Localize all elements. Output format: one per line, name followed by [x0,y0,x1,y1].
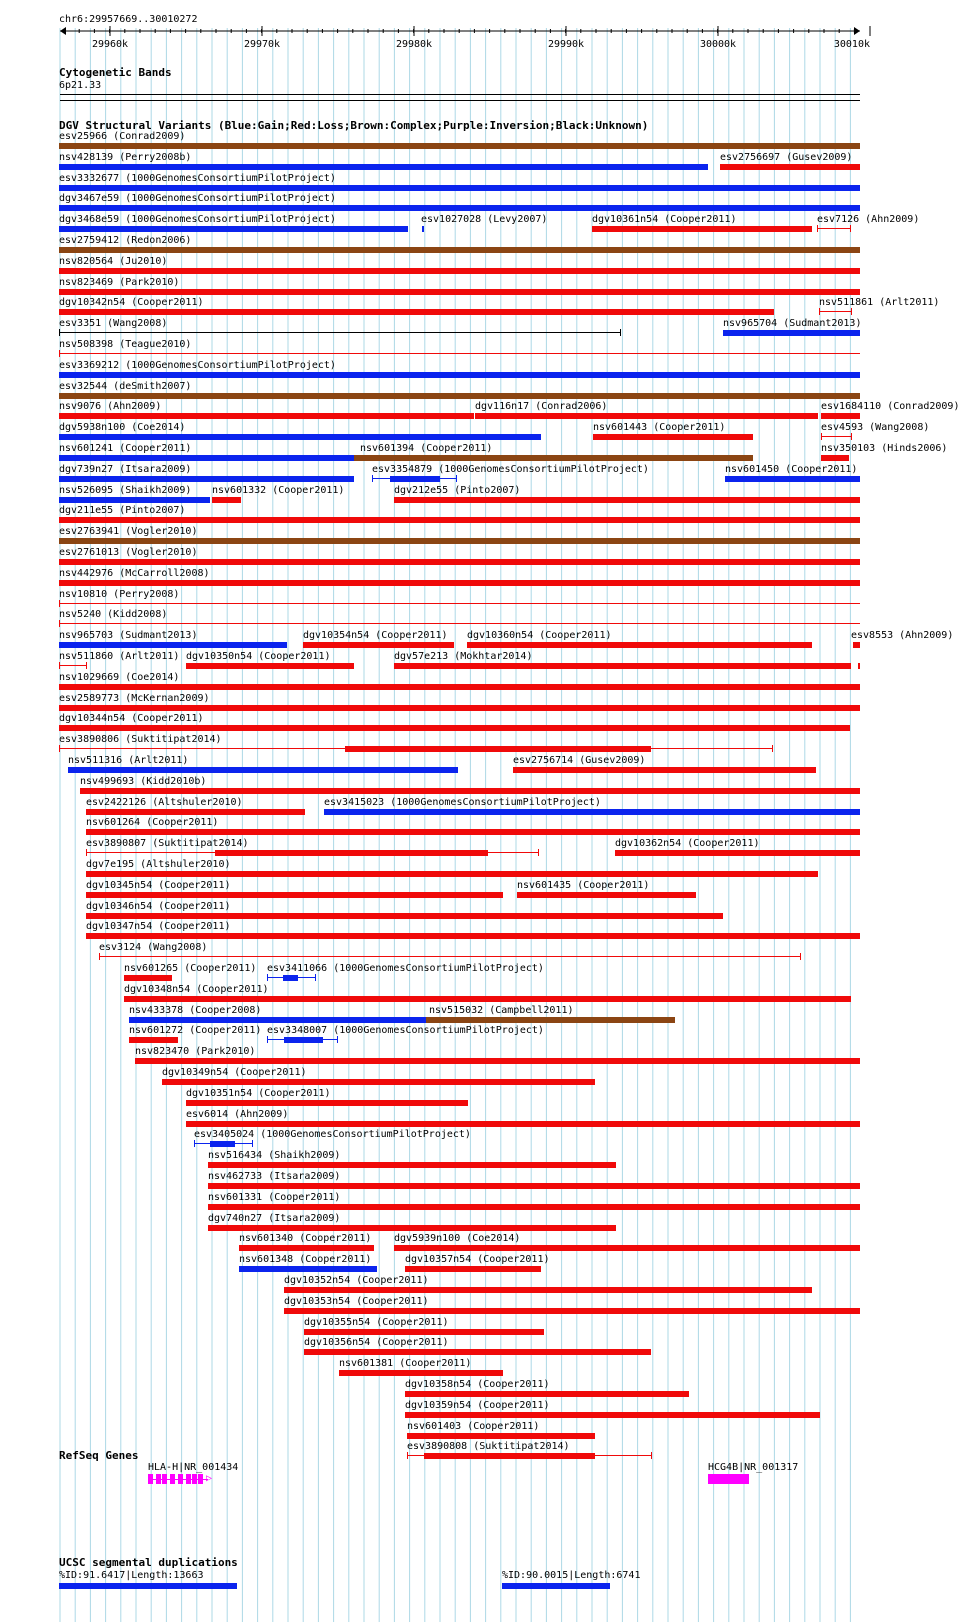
dgv-feature-bar[interactable] [59,665,86,666]
segdup-track-title: UCSC segmental duplications [59,1556,238,1569]
dgv-feature-label[interactable]: dgv739n27 (Itsara2009) [59,463,192,475]
dgv-feature-bar[interactable] [86,809,305,815]
dgv-feature-endcap [651,1452,652,1459]
dgv-feature-label[interactable]: esv7126 (Ahn2009) [817,214,920,226]
dgv-feature-label[interactable]: nsv823469 (Park2010) [59,276,180,288]
ruler-tick-label: 29960k [91,39,129,50]
dgv-feature-bar[interactable] [615,850,860,856]
dgv-feature-label[interactable]: dgv10351n54 (Cooper2011) [186,1087,331,1099]
dgv-feature-endcap [59,350,60,357]
dgv-feature-label[interactable]: nsv511860 (Arlt2011) [59,651,180,662]
dgv-feature-label[interactable]: nsv516434 (Shaikh2009) [208,1150,341,1162]
segdup-bar[interactable] [59,1583,237,1589]
dgv-feature-label[interactable]: esv3411066 (1000GenomesConsortiumPilotProject) [267,963,544,974]
dgv-feature-bar[interactable] [59,226,408,232]
dgv-feature-bar[interactable] [59,642,287,648]
dgv-feature-bar[interactable] [186,1121,860,1127]
dgv-feature-label[interactable]: dgv10342n54 (Cooper2011) [59,297,204,309]
dgv-feature-label[interactable]: dgv10353n54 (Cooper2011) [284,1295,429,1307]
dgv-feature-bar[interactable] [186,663,354,669]
dgv-feature-label[interactable]: dgv3467e59 (1000GenomesConsortiumPilotProject) [59,193,336,205]
dgv-feature-endcap [315,974,316,981]
dgv-feature-label[interactable]: esv2756714 (Gusev2009) [513,755,646,766]
dgv-feature-label[interactable]: dgv57e213 (Mokhtar2014) [394,651,533,662]
dgv-feature-bar[interactable] [162,1079,595,1085]
dgv-feature-label[interactable]: esv3348007 (1000GenomesConsortiumPilotProject) [267,1025,544,1037]
refseq-gene-exon[interactable] [186,1474,191,1484]
dgv-feature-label[interactable]: esv2756697 (Gusev2009) [720,151,853,163]
dgv-feature-label[interactable]: nsv1029669 (Coe2014) [59,671,180,683]
region-label: chr6:29957669..30010272 [59,14,198,25]
dgv-feature-bar[interactable] [394,1245,860,1251]
dgv-feature-label[interactable]: dgv10362n54 (Cooper2011) [615,838,760,850]
dgv-feature-label[interactable]: nsv511861 (Arlt2011) [819,297,940,309]
ruler-tick-label: 29970k [243,39,281,50]
dgv-feature-bar[interactable] [59,476,354,482]
dgv-feature-bar[interactable] [593,434,753,440]
dgv-feature-bar[interactable] [59,393,860,399]
dgv-feature-label[interactable]: nsv601332 (Cooper2011) [212,484,345,496]
segdup-bar[interactable] [502,1583,610,1589]
dgv-feature-endcap [817,225,818,232]
dgv-feature-label[interactable]: dgv10350n54 (Cooper2011) [186,651,331,662]
dgv-feature-label[interactable]: esv1027028 (Levy2007) [421,214,548,226]
dgv-feature-label[interactable]: dgv212e55 (Pinto2007) [394,484,521,496]
cytoband-label: 6p21.33 [59,80,102,91]
dgv-feature-label[interactable]: dgv10346n54 (Cooper2011) [86,900,231,912]
dgv-feature-bar[interactable] [59,538,860,544]
dgv-feature-bar[interactable] [59,309,774,315]
dgv-feature-label[interactable]: nsv601272 (Cooper2011) [129,1025,262,1037]
dgv-feature-label[interactable]: dgv10348n54 (Cooper2011) [124,983,269,995]
dgv-feature-bar[interactable] [59,164,708,170]
dgv-feature-endcap [59,745,60,752]
refseq-gene-exon[interactable] [192,1474,197,1484]
dgv-feature-bar[interactable] [394,663,851,669]
dgv-feature-core[interactable] [283,975,298,981]
dgv-feature-label[interactable]: dgv116n17 (Conrad2006) [475,401,608,413]
refseq-gene-block[interactable] [708,1474,749,1484]
dgv-feature-label[interactable]: nsv601443 (Cooper2011) [593,422,726,434]
dgv-feature-label[interactable]: dgv10357n54 (Cooper2011) [405,1254,550,1266]
dgv-feature-core[interactable] [424,1453,595,1459]
dgv-feature-bar[interactable] [80,788,860,794]
dgv-feature-bar[interactable] [354,455,753,461]
dgv-feature-label[interactable]: dgv5939n100 (Coe2014) [394,1233,521,1245]
dgv-feature-bar[interactable] [394,497,860,503]
dgv-feature-label[interactable]: esv3890807 (Suktitipat2014) [86,838,249,850]
refseq-gene-exon[interactable] [156,1474,161,1484]
refseq-gene-exon[interactable] [170,1474,175,1484]
dgv-feature-endcap [851,433,852,440]
dgv-feature-bar[interactable] [720,164,860,170]
dgv-feature-endcap [337,1036,338,1043]
dgv-feature-bar[interactable] [821,413,860,419]
refseq-gene-label[interactable]: HLA-H|NR_001434 [148,1462,239,1473]
dgv-feature-bar[interactable] [513,767,816,773]
refseq-gene-exon[interactable] [198,1474,203,1484]
dgv-feature-label[interactable]: nsv508398 (Teague2010) [59,339,192,350]
dgv-feature-endcap [819,308,820,315]
dgv-feature-label[interactable]: dgv10356n54 (Cooper2011) [304,1337,449,1349]
dgv-feature-bar[interactable] [592,226,812,232]
dgv-feature-bar[interactable] [59,185,860,191]
dgv-feature-bar[interactable] [819,311,851,312]
dgv-feature-endcap [59,662,60,669]
dgv-feature-bar[interactable] [59,725,850,731]
dgv-feature-endcap [267,1036,268,1043]
ruler-tick-label: 29990k [547,39,585,50]
dgv-feature-label[interactable]: nsv601340 (Cooper2011) [239,1233,372,1245]
dgv-feature-label[interactable]: nsv823470 (Park2010) [135,1046,256,1058]
dgv-feature-bar[interactable] [208,1225,616,1231]
dgv-feature-endcap [821,433,822,440]
dgv-feature-label[interactable]: nsv965703 (Sudmant2013) [59,630,198,642]
dgv-feature-bar[interactable] [59,623,860,624]
dgv-feature-label[interactable]: nsv515032 (Campbell2011) [429,1004,574,1016]
dgv-feature-label[interactable]: esv3332677 (1000GenomesConsortiumPilotProject) [59,172,336,184]
dgv-feature-label[interactable]: nsv601403 (Cooper2011) [407,1420,540,1432]
dgv-feature-bar[interactable] [59,517,860,523]
dgv-feature-bar[interactable] [853,642,860,648]
dgv-feature-label[interactable]: esv3354879 (1000GenomesConsortiumPilotProject) [372,463,649,475]
dgv-feature-bar[interactable] [59,580,860,586]
dgv-feature-label[interactable]: nsv499693 (Kidd2010b) [80,775,207,787]
dgv-feature-bar[interactable] [324,809,860,815]
dgv-feature-bar[interactable] [208,1204,860,1210]
dgv-feature-label[interactable]: esv32544 (deSmith2007) [59,380,192,392]
dgv-feature-endcap [800,953,801,960]
dgv-feature-label[interactable]: dgv7e195 (Altshuler2010) [86,859,231,870]
dgv-feature-bar[interactable] [284,1287,812,1293]
dgv-feature-label[interactable]: esv2759412 (Redon2006) [59,235,192,246]
dgv-feature-label[interactable]: esv2761013 (Vogler2010) [59,547,198,558]
dgv-feature-label[interactable]: esv25966 (Conrad2009) [59,131,186,142]
dgv-feature-bar[interactable] [124,975,172,981]
dgv-feature-endcap [620,329,621,336]
dgv-feature-endcap [772,745,773,752]
dgv-feature-label[interactable]: dgv740n27 (Itsara2009) [208,1212,341,1224]
dgv-feature-bar[interactable] [426,1017,675,1023]
dgv-feature-label[interactable]: dgv10355n54 (Cooper2011) [304,1316,449,1328]
dgv-feature-bar[interactable] [59,413,474,419]
dgv-feature-bar[interactable] [129,1017,426,1023]
dgv-feature-bar[interactable] [405,1391,689,1397]
dgv-feature-label[interactable]: dgv10345n54 (Cooper2011) [86,879,231,891]
dgv-feature-label[interactable]: esv3124 (Wang2008) [99,942,208,954]
dgv-feature-label[interactable]: dgv10354n54 (Cooper2011) [303,630,448,642]
dgv-feature-bar[interactable] [339,1370,503,1376]
dgv-feature-bar[interactable] [59,455,354,461]
dgv-feature-bar[interactable] [303,642,454,648]
dgv-feature-bar[interactable] [59,372,860,378]
dgv-feature-label[interactable]: esv6014 (Ahn2009) [186,1108,289,1120]
dgv-feature-endcap [252,1140,253,1147]
dgv-feature-label[interactable]: dgv10361n54 (Cooper2011) [592,214,737,226]
dgv-feature-bar[interactable] [407,1433,595,1439]
dgv-feature-bar[interactable] [59,143,860,149]
ruler-tick-label: 30000k [699,39,737,50]
dgv-feature-bar[interactable] [858,663,860,669]
dgv-feature-bar[interactable] [821,455,849,461]
dgv-feature-label[interactable]: esv3351 (Wang2008) [59,318,168,330]
dgv-feature-label[interactable]: esv3369212 (1000GenomesConsortiumPilotProject) [59,359,336,371]
dgv-feature-label[interactable]: esv3405024 (1000GenomesConsortiumPilotProject) [194,1129,471,1141]
dgv-feature-endcap [59,329,60,336]
dgv-feature-bar[interactable] [239,1266,377,1272]
dgv-feature-label[interactable]: dgv10347n54 (Cooper2011) [86,921,231,933]
dgv-feature-bar[interactable] [725,476,860,482]
dgv-feature-bar[interactable] [59,705,860,711]
dgv-feature-endcap [456,475,457,482]
dgv-feature-bar[interactable] [467,642,812,648]
segdup-label[interactable]: %ID:91.6417|Length:13663 [59,1570,204,1581]
dgv-feature-label[interactable]: dgv10352n54 (Cooper2011) [284,1275,429,1286]
dgv-feature-endcap [194,1140,195,1147]
dgv-feature-label[interactable]: nsv601265 (Cooper2011) [124,963,257,974]
dgv-feature-label[interactable]: esv3890806 (Suktitipat2014) [59,734,222,746]
dgv-feature-core[interactable] [210,1141,235,1147]
ruler-tick-label: 30010k [833,39,870,50]
dgv-feature-label[interactable]: nsv601331 (Cooper2011) [208,1191,341,1203]
refseq-gene-label[interactable]: HCG4B|NR_001317 [708,1462,799,1473]
dgv-feature-label[interactable]: dgv5938n100 (Coe2014) [59,422,186,434]
dgv-feature-bar[interactable] [86,913,723,919]
dgv-feature-label[interactable]: nsv9076 (Ahn2009) [59,401,162,413]
dgv-feature-endcap [851,308,852,315]
dgv-feature-label[interactable]: esv8553 (Ahn2009) [851,630,954,642]
dgv-feature-label[interactable]: nsv442976 (McCarroll2008) [59,567,210,579]
dgv-feature-label[interactable]: nsv428139 (Perry2008b) [59,151,192,163]
dgv-feature-bar[interactable] [59,353,860,354]
dgv-feature-endcap [538,849,539,856]
dgv-feature-bar[interactable] [212,497,241,503]
dgv-feature-bar[interactable] [284,1308,860,1314]
dgv-feature-label[interactable]: nsv601435 (Cooper2011) [517,879,650,891]
dgv-feature-label[interactable]: nsv601264 (Cooper2011) [86,817,219,829]
dgv-feature-label[interactable]: nsv5240 (Kidd2008) [59,609,168,621]
dgv-feature-bar[interactable] [86,871,818,877]
dgv-feature-label[interactable]: nsv601381 (Cooper2011) [339,1358,472,1370]
dgv-feature-label[interactable]: nsv10810 (Perry2008) [59,588,180,600]
segdup-label[interactable]: %ID:90.0015|Length:6741 [502,1570,641,1581]
dgv-feature-bar[interactable] [59,434,541,440]
dgv-feature-label[interactable]: esv3890808 (Suktitipat2014) [407,1441,570,1453]
dgv-feature-endcap [99,953,100,960]
dgv-feature-endcap [59,600,60,607]
dgv-feature-bar[interactable] [723,330,860,336]
dgv-feature-bar[interactable] [304,1329,544,1335]
dgv-feature-label[interactable]: nsv601241 (Cooper2011) [59,443,192,454]
dgv-feature-label[interactable]: esv2422126 (Altshuler2010) [86,796,243,808]
dgv-feature-label[interactable]: nsv526095 (Shaikh2009) [59,484,192,496]
dgv-feature-bar[interactable] [59,497,210,503]
dgv-feature-endcap [59,620,60,627]
dgv-feature-core[interactable] [345,746,651,752]
dgv-feature-label[interactable]: nsv462733 (Itsara2009) [208,1171,341,1182]
dgv-feature-label[interactable]: dgv10349n54 (Cooper2011) [162,1067,307,1078]
dgv-feature-label[interactable]: nsv350103 (Hinds2006) [821,443,948,454]
refseq-gene-exon[interactable] [178,1474,183,1484]
dgv-feature-label[interactable]: nsv601394 (Cooper2011) [360,443,493,454]
dgv-feature-bar[interactable] [68,767,458,773]
dgv-feature-bar[interactable] [475,413,818,419]
dgv-feature-endcap [850,225,851,232]
dgv-feature-bar[interactable] [405,1412,820,1418]
dgv-track-title: DGV Structural Variants (Blue:Gain;Red:Loss;Brown:Complex;Purple:Inversion;Black:Unknown) [59,119,649,132]
dgv-feature-bar[interactable] [124,996,851,1002]
dgv-feature-bar[interactable] [59,268,860,274]
dgv-feature-label[interactable]: dgv211e55 (Pinto2007) [59,505,186,517]
dgv-feature-label[interactable]: nsv601450 (Cooper2011) [725,463,858,475]
dgv-feature-endcap [372,475,373,482]
dgv-feature-label[interactable]: dgv10344n54 (Cooper2011) [59,713,204,725]
dgv-feature-bar[interactable] [405,1266,541,1272]
dgv-feature-label[interactable]: nsv511316 (Arlt2011) [68,755,189,766]
strand-arrow-icon: ▷ [206,1473,213,1484]
dgv-feature-bar[interactable] [239,1245,374,1251]
dgv-feature-endcap [86,662,87,669]
dgv-feature-bar[interactable] [86,892,503,898]
dgv-feature-bar[interactable] [422,226,424,232]
dgv-feature-bar[interactable] [86,829,860,835]
dgv-feature-bar[interactable] [59,603,860,604]
dgv-feature-label[interactable]: nsv601348 (Cooper2011) [239,1254,372,1266]
dgv-feature-bar[interactable] [517,892,696,898]
dgv-feature-bar[interactable] [59,684,860,690]
dgv-feature-bar[interactable] [208,1162,616,1168]
dgv-feature-bar[interactable] [86,933,860,939]
dgv-feature-label[interactable]: nsv965704 (Sudmant2013) [723,318,862,330]
dgv-feature-label[interactable]: esv2763941 (Vogler2010) [59,526,198,538]
dgv-feature-bar[interactable] [59,205,860,211]
dgv-feature-endcap [267,974,268,981]
dgv-feature-label[interactable]: nsv433378 (Cooper2008) [129,1004,262,1016]
dgv-feature-endcap [86,849,87,856]
dgv-feature-endcap [407,1452,408,1459]
cytoband-track-title: Cytogenetic Bands [59,66,172,79]
dgv-feature-core[interactable] [284,1037,323,1043]
dgv-feature-core[interactable] [390,476,440,482]
dgv-feature-label[interactable]: dgv10358n54 (Cooper2011) [405,1379,550,1390]
dgv-feature-bar[interactable] [129,1037,178,1043]
refseq-gene-exon[interactable] [148,1474,153,1484]
dgv-feature-bar[interactable] [817,228,850,229]
dgv-feature-core[interactable] [215,850,488,856]
dgv-feature-bar[interactable] [135,1058,860,1064]
dgv-feature-bar[interactable] [99,956,800,957]
dgv-feature-label[interactable]: esv2589773 (McKernan2009) [59,692,210,704]
refseq-track-title: RefSeq Genes [59,1449,139,1462]
dgv-feature-bar[interactable] [59,289,860,295]
dgv-feature-label[interactable]: dgv10359n54 (Cooper2011) [405,1399,550,1411]
dgv-feature-label[interactable]: esv4593 (Wang2008) [821,422,930,434]
dgv-feature-bar[interactable] [208,1183,860,1189]
dgv-feature-label[interactable]: dgv10360n54 (Cooper2011) [467,630,612,642]
dgv-feature-label[interactable]: esv1684110 (Conrad2009) [821,401,959,413]
ruler-tick-label: 29980k [395,39,433,50]
dgv-feature-label[interactable]: esv3415023 (1000GenomesConsortiumPilotProject) [324,796,601,808]
dgv-feature-bar[interactable] [821,436,851,437]
refseq-gene-exon[interactable] [162,1474,167,1484]
dgv-feature-bar[interactable] [304,1349,651,1355]
dgv-feature-bar[interactable] [59,247,860,253]
dgv-feature-bar[interactable] [59,559,860,565]
dgv-feature-label[interactable]: nsv820564 (Ju2010) [59,255,168,267]
dgv-feature-label[interactable]: dgv3468e59 (1000GenomesConsortiumPilotProject) [59,214,336,226]
dgv-feature-bar[interactable] [59,332,620,333]
dgv-feature-bar[interactable] [186,1100,468,1106]
